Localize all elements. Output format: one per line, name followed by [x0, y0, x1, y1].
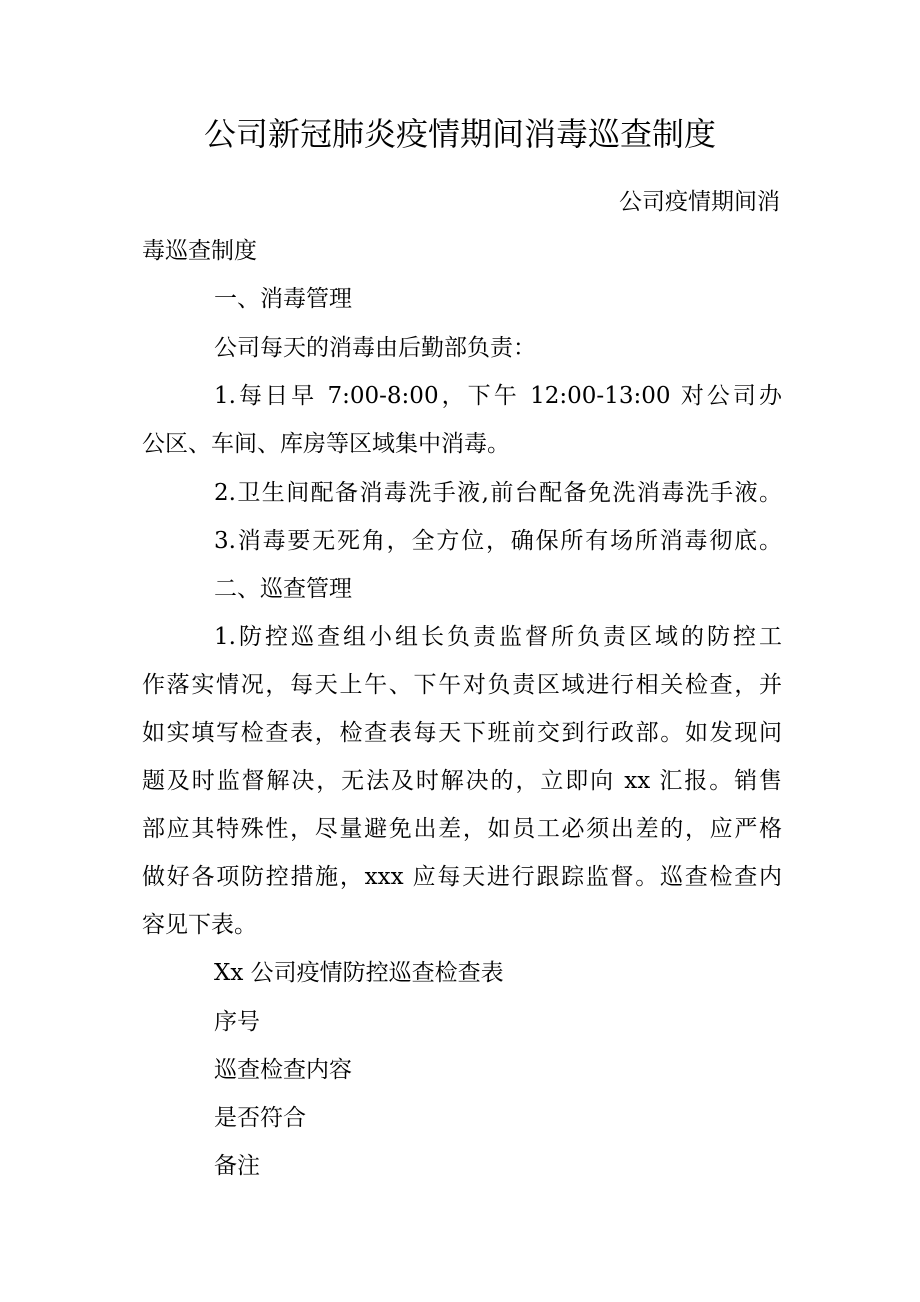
table-header-cell: 备注	[214, 1153, 260, 1179]
section-1-item-1-line-1: 1.每日早 7:00-8:00，下午 12:00-13:00 对公司办	[214, 383, 782, 409]
section-2-para-line: 如实填写检查表，检查表每天下班前交到行政部。如发现问	[142, 720, 782, 746]
section-2-heading: 二、巡查管理	[214, 576, 352, 602]
subtitle-line-1: 公司疫情期间消	[619, 189, 780, 215]
document-title: 公司新冠肺炎疫情期间消毒巡查制度	[203, 115, 716, 153]
section-2-para-line: 1.防控巡查组小组长负责监督所负责区域的防控工	[214, 624, 782, 650]
section-1-intro: 公司每天的消毒由后勤部负责：	[214, 335, 536, 361]
section-1-item-3: 3.消毒要无死角，全方位，确保所有场所消毒彻底。	[214, 528, 782, 554]
section-1-item-2: 2.卫生间配备消毒洗手液,前台配备免洗消毒洗手液。	[214, 480, 782, 506]
table-title: Xx 公司疫情防控巡查检查表	[214, 960, 504, 986]
table-header-cell: 序号	[214, 1009, 260, 1035]
subtitle-line-2: 毒巡查制度	[142, 238, 257, 264]
section-2-para-line: 容见下表。	[142, 912, 257, 938]
section-2-para-line: 做好各项防控措施，xxx 应每天进行跟踪监督。巡查检查内	[142, 864, 782, 890]
section-2-para-line: 题及时监督解决，无法及时解决的，立即向 xx 汇报。销售	[142, 768, 782, 794]
table-header-cell: 是否符合	[214, 1105, 306, 1131]
section-2-para-line: 部应其特殊性，尽量避免出差，如员工必须出差的，应严格	[142, 816, 782, 842]
table-header-cell: 巡查检查内容	[214, 1057, 352, 1083]
section-2-para-line: 作落实情况，每天上午、下午对负责区域进行相关检查，并	[142, 672, 782, 698]
section-1-item-1-line-2: 公区、车间、库房等区域集中消毒。	[142, 431, 510, 457]
section-1-heading: 一、消毒管理	[214, 286, 352, 312]
